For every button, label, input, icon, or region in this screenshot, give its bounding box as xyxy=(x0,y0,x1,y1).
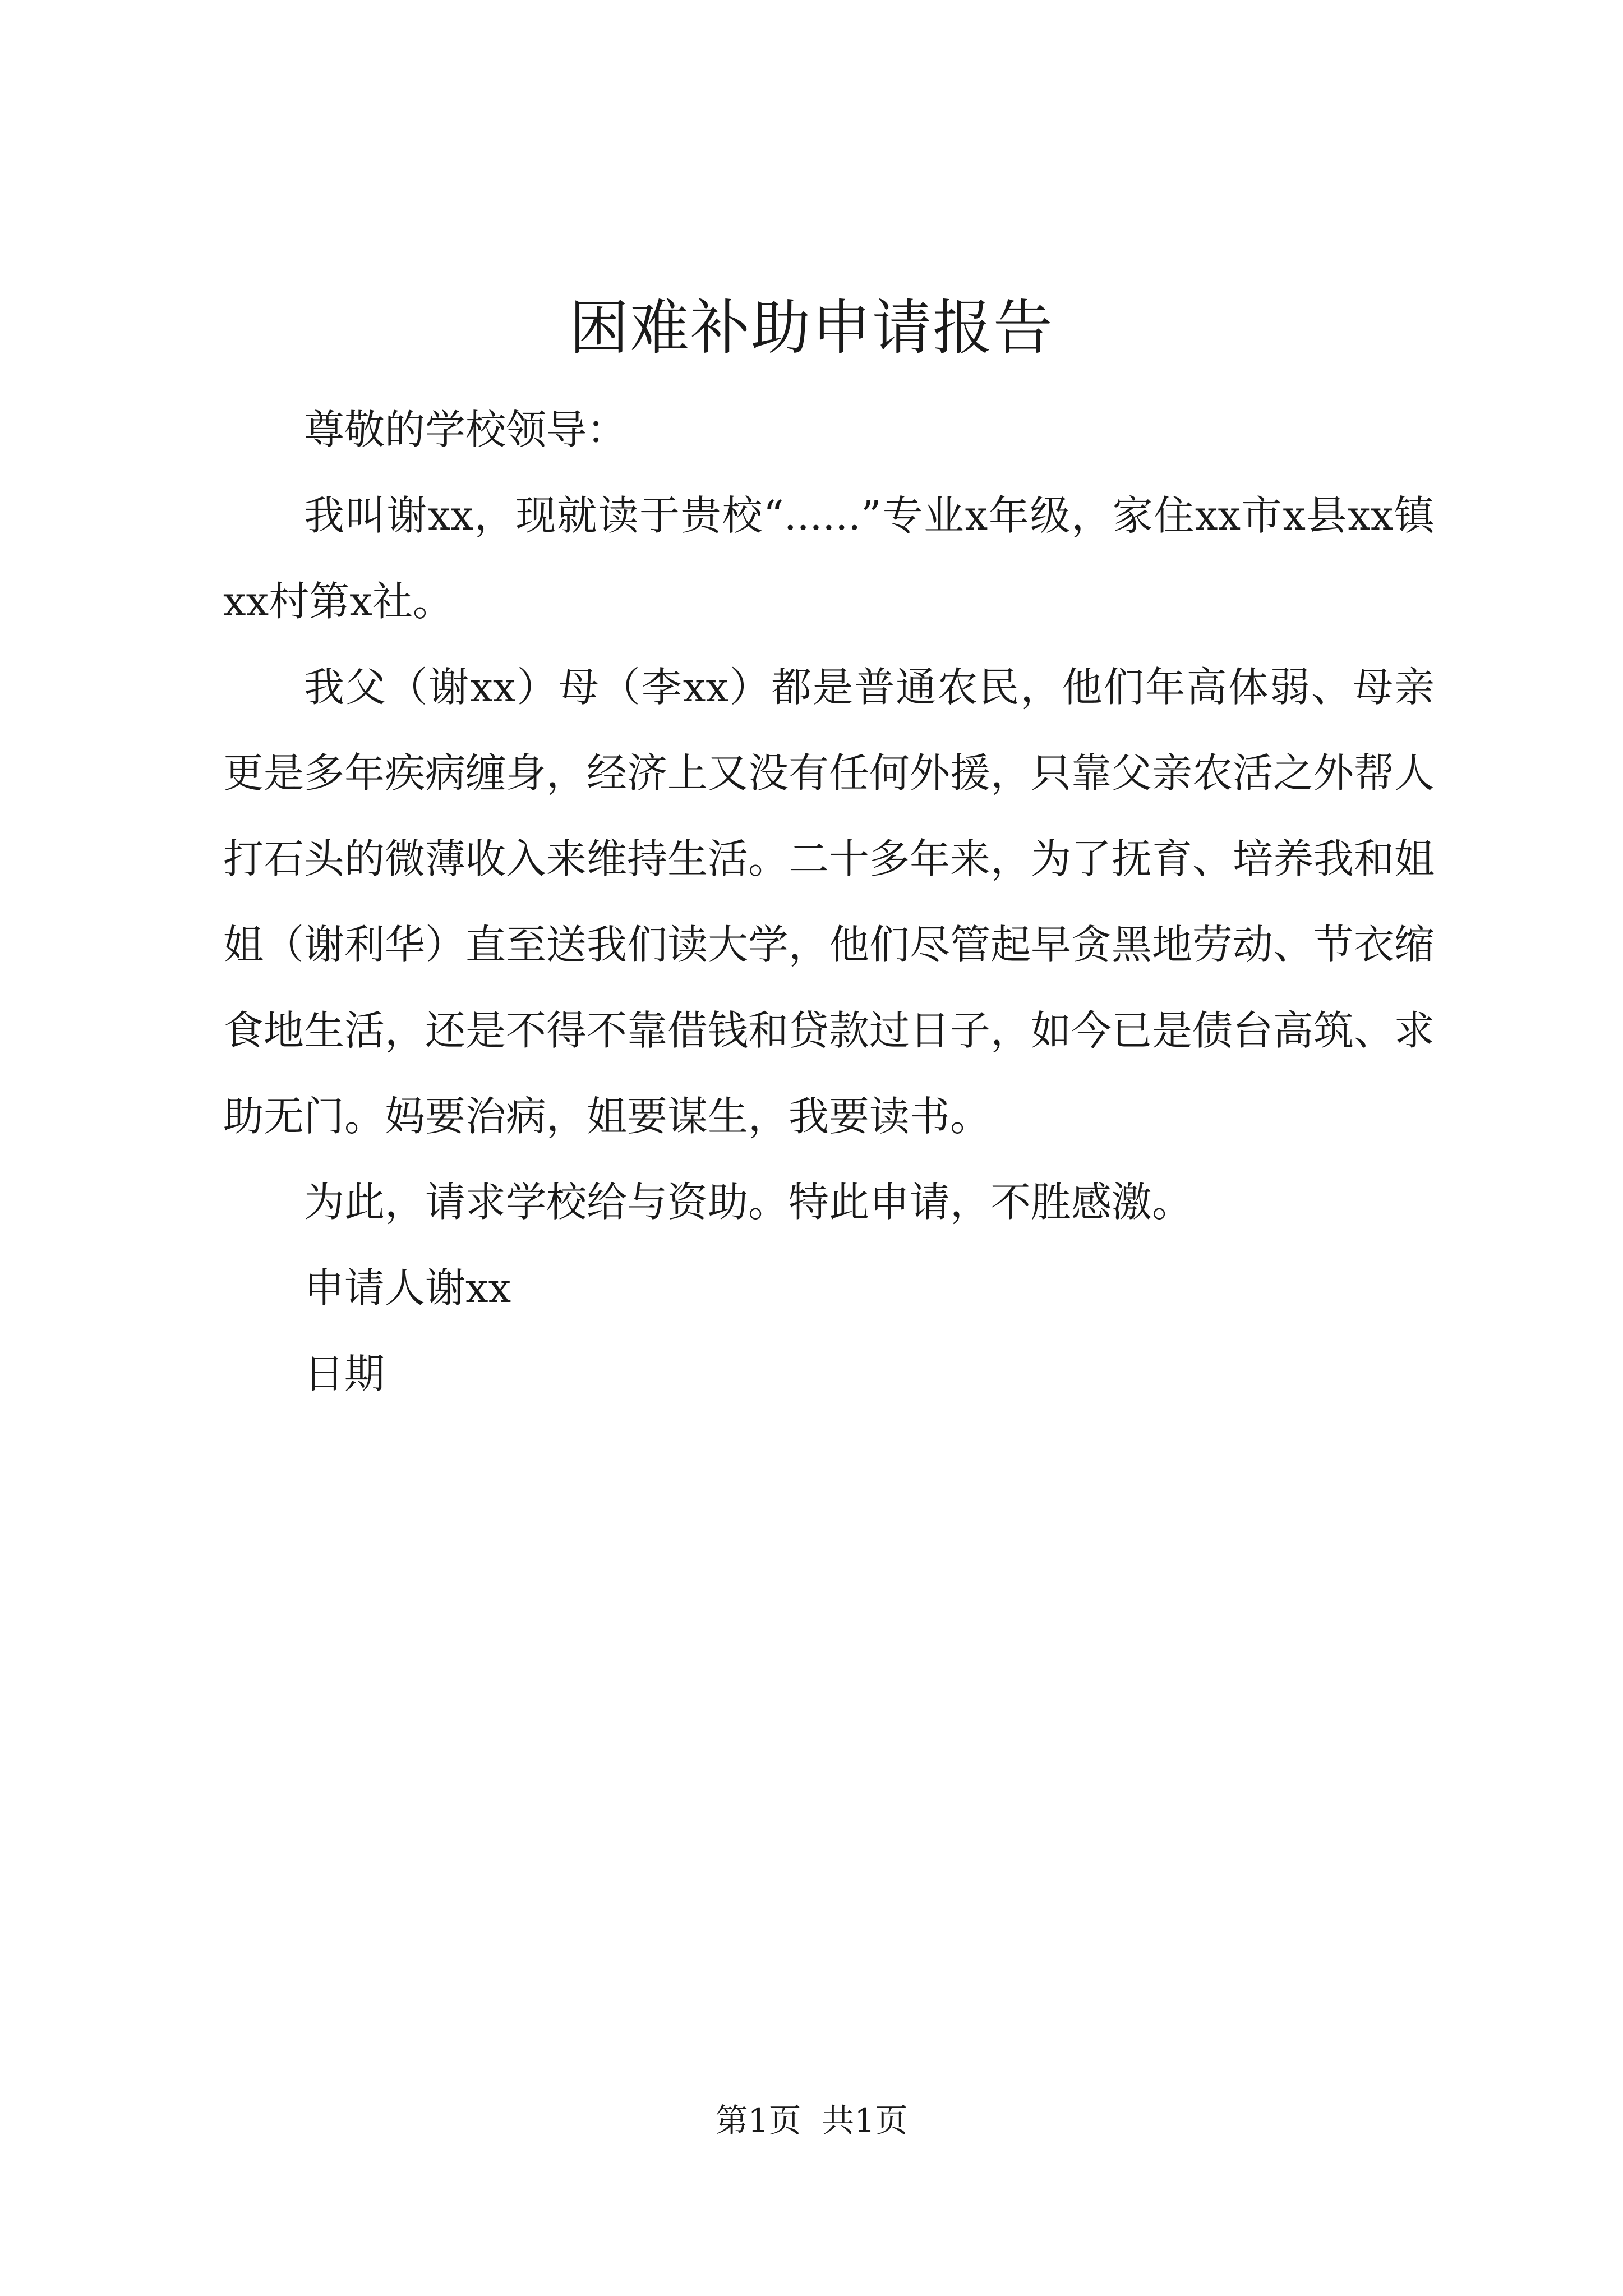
document-title: 困难补助申请报告 xyxy=(569,293,1054,362)
request-paragraph: 为此，请求学校给与资助。特此申请，不胜感激。 xyxy=(304,1179,1193,1226)
introduction-paragraph: 我叫谢xx，现就读于贵校“......”专业x年级，家住xx市x县xx镇xx村第x社。 xyxy=(223,492,1435,625)
family-situation-paragraph: 我父（谢xx）母（李xx）都是普通农民，他们年高体弱、母亲更是多年疾病缠身，经济上又没有任何外援，只靠父亲农活之外帮人打石头的微薄收入来维持生活。二十多年来，为了抚育、培养我和姐姐（谢利华）直至送我们读大学，他们尽管起早贪黑地劳动、节衣缩食地生活，还是不得不靠借钱和贷款过日子，如今已是债台高筑、求助无门。妈要治病，姐要谋生，我要读书。 xyxy=(223,664,1435,1140)
page-footer xyxy=(0,2098,1623,2143)
date-line: 日期 xyxy=(304,1350,385,1397)
page-number-label: 第1页 共1页 xyxy=(715,2101,908,2139)
salutation-paragraph: 尊敬的学校领导： xyxy=(304,406,628,453)
applicant-signature: 申请人谢xx xyxy=(304,1264,511,1312)
document-body xyxy=(223,387,1435,1417)
